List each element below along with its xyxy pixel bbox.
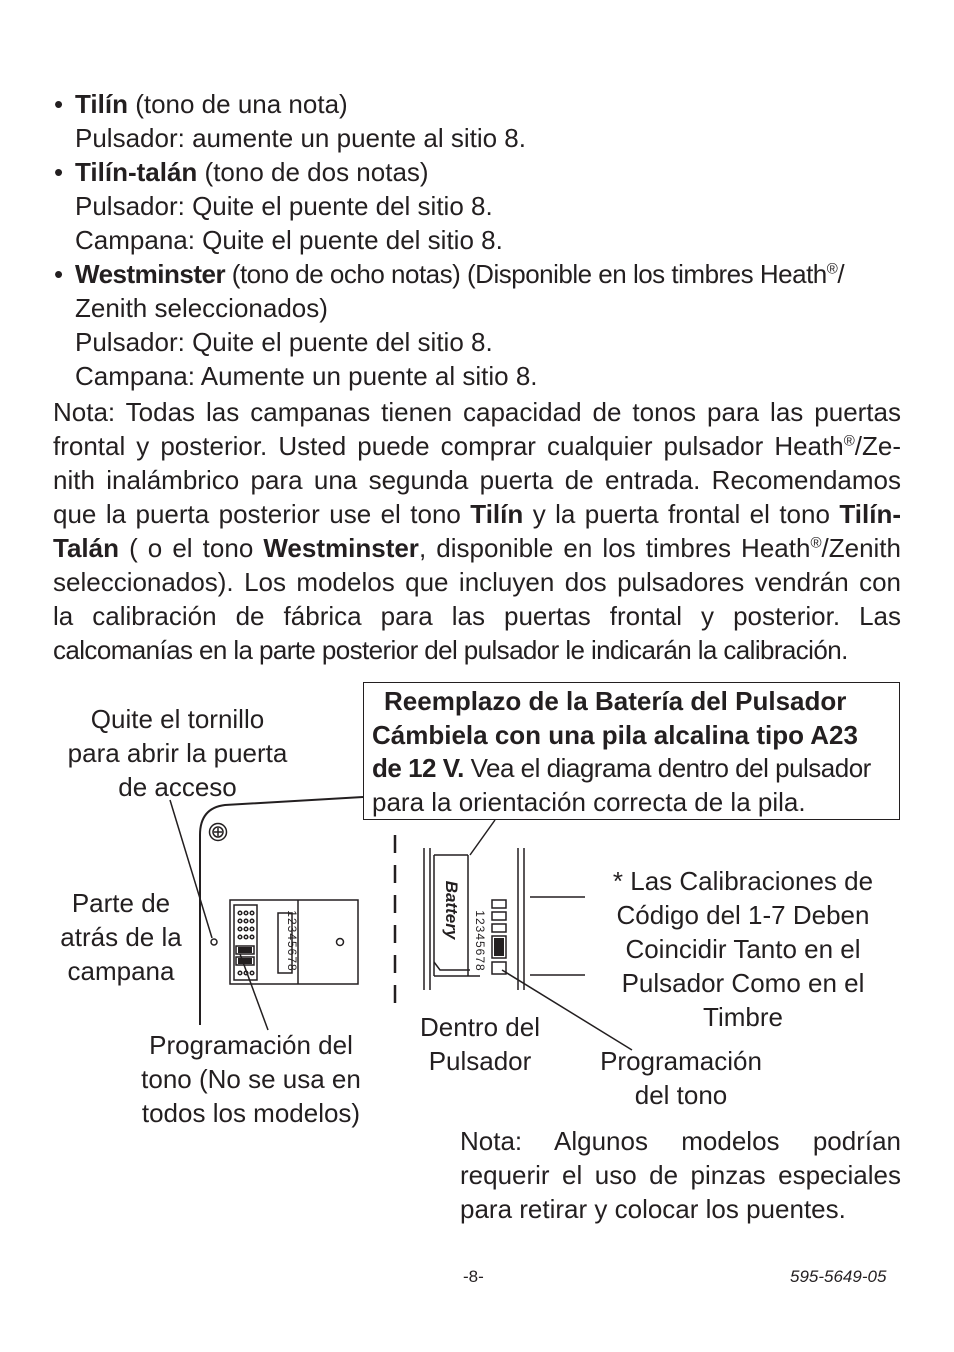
inside-transmitter-callout: Dentro del Pulsador [420,1012,540,1076]
note-line: la calibración de fábrica para las puertas frontal y posterior. Las [53,601,901,631]
battery-box-line: Cámbiela con una pila alcalina tipo A23 [372,719,858,750]
pliers-note-line: para retirar y colocar los puentes. [460,1194,846,1224]
note-line: seleccionados). Los modelos que incluyen dos pulsadores vendrán con [53,567,901,597]
bullet-title: Tilín-talán [75,157,198,187]
pliers-note-line: Nota: Algunos modelos podrían [460,1126,901,1156]
registered-mark: ® [826,260,838,278]
note-line: Talán ( o el tono Westminster, disponible en los timbres Heath®/Zenith [53,533,901,563]
bullet-dot: • [54,157,64,187]
module-digits-left: 12345678 [285,910,299,972]
bullet-line: Pulsador: aumente un puente al sitio 8. [75,123,526,153]
bullet-dot: • [54,259,64,289]
pliers-note-line: requerir el uso de pinzas especiales [460,1160,901,1190]
bullet-title: Tilín [75,89,128,119]
bullet-dot: • [54,89,64,119]
bullet-line: Campana: Quite el puente del sitio 8. [75,225,503,255]
bullet-line: Campana: Aumente un puente al sitio 8. [75,361,538,391]
bullet-title: Westminster [75,259,226,289]
screw-callout: Quite el tornillo para abrir la puerta de acceso [67,704,288,802]
note-line: nith inalámbrico para una segunda puerta de entrada. Recomendamos [53,465,901,495]
battery-box-line: de 12 V. Vea el diagrama dentro del pulsador [372,753,871,783]
battery-box-title: Reemplazo de la Batería del Pulsador [384,686,847,716]
code-settings-callout: * Las Calibraciones de Código del 1-7 Deben Coincidir Tanto en el Pulsador Como en el Timbre [612,866,874,1032]
note-line: frontal y posterior. Usted puede comprar cualquier pulsador Heath®/Ze- [53,431,901,461]
battery-label: Battery [442,880,461,940]
document-number: 595-5649-05 [790,1267,887,1286]
bullet-desc-end: / [837,259,845,289]
note-line: que la puerta posterior use el tono Tilín y la puerta frontal el tono Tilín- [53,499,901,529]
bullet-desc: (tono de dos notas) [197,157,429,187]
bullet-line: Pulsador: Quite el puente del sitio 8. [75,327,493,357]
battery-replacement-box [363,682,900,820]
tone-programming-right-callout: Programación del tono [600,1046,762,1110]
bullet-desc: (tono de ocho notas) (Disponible en los timbres Heath [225,259,827,289]
battery-box-line: para la orientación correcta de la pila. [372,786,806,817]
page-number: -8- [463,1267,484,1286]
chime-back-callout: Parte de atrás de la campana [60,888,182,986]
pliers-note [460,1124,901,1226]
bullet-line: Zenith seleccionados) [75,293,328,323]
note-line: Nota: Todas las campanas tienen capacidad de tonos para las puertas [53,397,901,427]
bullet-desc: (tono de una nota) [127,89,348,119]
tone-programming-left-callout: Programación del tono (No se usa en todos los modelos) [141,1030,361,1128]
bullet-line: Pulsador: Quite el puente del sitio 8. [75,191,493,221]
note-line: calcomanías en la parte posterior del pulsador le indicarán la calibración. [53,635,848,665]
module-digits-right: 12345678 [473,910,487,972]
